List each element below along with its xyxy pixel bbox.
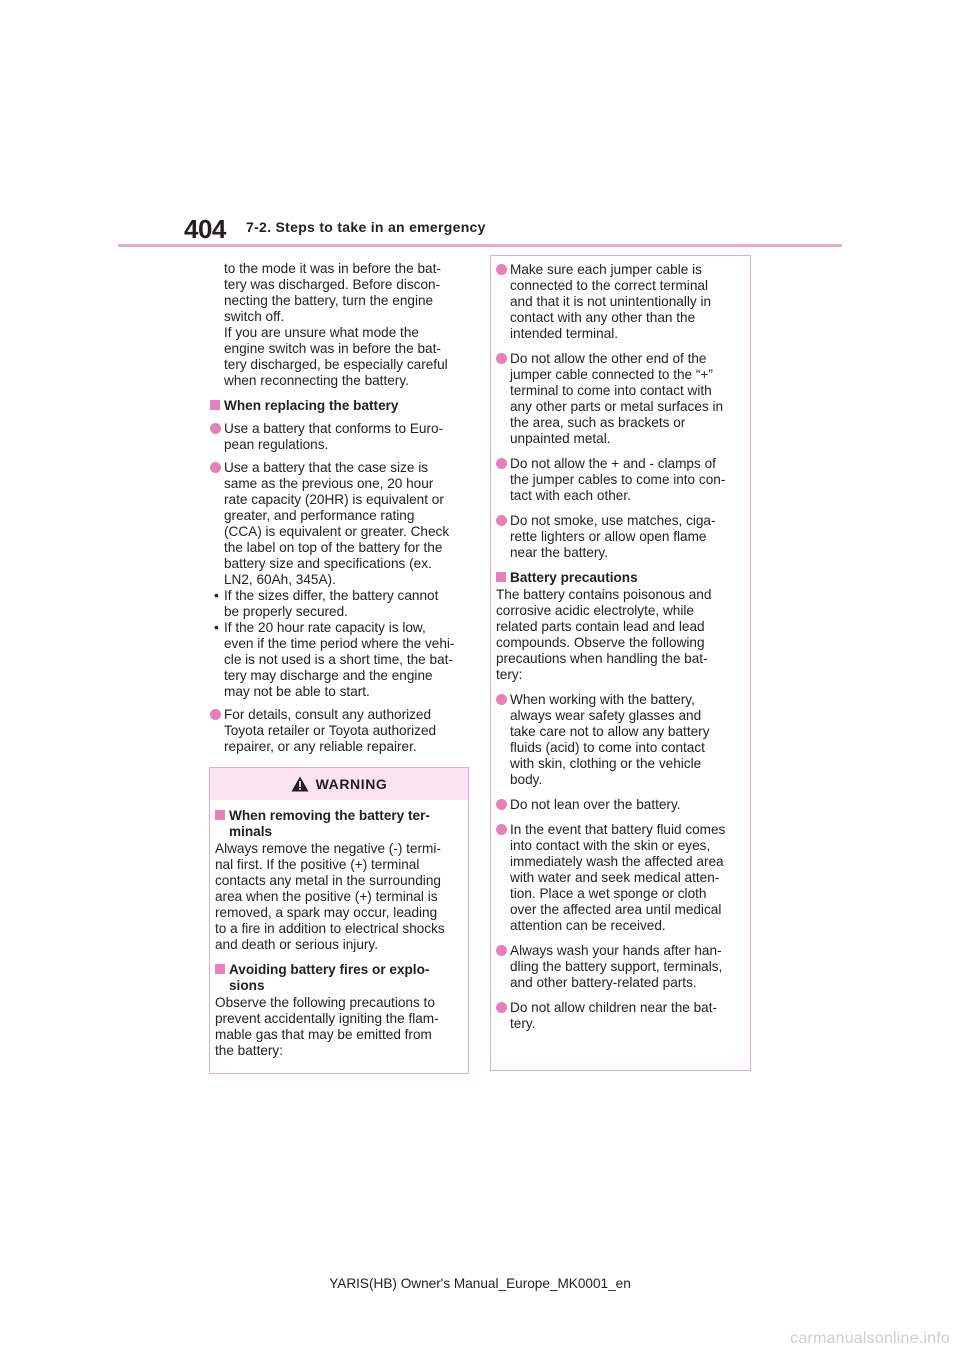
bullet-safety-glasses: When working with the battery, always wear safety glasses and take care not to allow any battery fluids (acid) to come into contact with skin, clothing or the vehicle body.: [496, 692, 750, 788]
bullet-clamps: Do not allow the + and - clamps of the jumper cables to come into con- tact with each other.: [496, 456, 750, 504]
sub-item-capacity: • If the 20 hour rate capacity is low, even if the time period where the vehi- cle is not used is a short time, the bat- tery may discharge and the engine may not be able to start.: [210, 620, 470, 700]
header-rule: [118, 244, 842, 247]
bullet-consult: For details, consult any authorized Toyota retailer or Toyota authorized repairer, or any reliable repairer.: [210, 707, 470, 755]
bullet-other-end: Do not allow the other end of the jumper cable connected to the “+” terminal to come into contact with any other parts or metal surfaces in the area, such as brackets or unpainted metal.: [496, 351, 750, 447]
bullet-case-size: [210, 460, 470, 588]
warning-title: WARNING: [315, 776, 388, 792]
right-column: [496, 262, 750, 1039]
sub-item-sizes: • If the sizes differ, the battery cannot be properly secured.: [210, 588, 470, 620]
precautions-heading: Battery precautions: [496, 570, 750, 586]
fires-text: Observe the following precautions to prevent accidentally igniting the flam- mable gas that may be emitted from the battery:: [215, 995, 439, 1058]
watermark: carmanualsonline.info: [790, 1330, 950, 1347]
bullet-case-size-text: Use a battery that the case size is same as the previous one, 20 hour rate capacity (20HR) is equivalent or greater, and performance rating (CCA) is equivalent or greater. Check the label on top of the battery for the battery size and specifications (ex. LN2, 60Ah, 345A).: [224, 460, 450, 587]
bullet-correct-terminal: Make sure each jumper cable is connected to the correct terminal and that it is not unintentionally in contact with any other than the intended terminal.: [496, 262, 750, 342]
warning-box: [209, 767, 469, 1074]
removing-heading: When removing the battery ter- minals: [215, 808, 463, 840]
replacing-heading: When replacing the battery: [210, 398, 470, 414]
bullet-fluid-contact: In the event that battery fluid comes into contact with the skin or eyes, immediately wash the affected area with water and seek medical atten- tion. Place a wet sponge or cloth over the affected area until medical attention can be received.: [496, 822, 750, 934]
section-title: 7-2. Steps to take in an emergency: [246, 219, 486, 235]
warning-triangle-icon: [291, 776, 309, 792]
fires-heading: Avoiding battery fires or explo- sions: [215, 962, 463, 994]
left-column: [210, 261, 470, 762]
continued-paragraph: to the mode it was in before the bat- tery was discharged. Before discon- necting the battery, turn the engine switch off. If you are unsure what mode the engine switch was in before the bat- tery discharged, be especially careful when reconnecting the battery.: [224, 261, 448, 388]
bullet-lean: Do not lean over the battery.: [496, 797, 750, 813]
warning-body: [210, 800, 468, 1059]
warning-header: [210, 768, 468, 800]
bullet-wash-hands: Always wash your hands after han- dling the battery support, terminals, and other battery-related parts.: [496, 943, 750, 991]
precautions-text: The battery contains poisonous and corrosive acidic electrolyte, while related parts contain lead and lead compounds. Observe the following precautions when handling the bat- tery:: [496, 587, 712, 682]
bullet-children: Do not allow children near the bat- tery.: [496, 1000, 750, 1032]
bullet-conforms: Use a battery that conforms to Euro- pean regulations.: [210, 421, 470, 453]
footer-text: YARIS(HB) Owner's Manual_Europe_MK0001_en: [329, 1276, 631, 1291]
removing-text: Always remove the negative (-) termi- nal first. If the positive (+) terminal contacts any metal in the surrounding area when the positive (+) terminal is removed, a spark may occur, leading to a fire in addition to electrical shocks and death or serious injury.: [215, 841, 445, 952]
page-number: 404: [184, 214, 226, 244]
bullet-no-smoking: Do not smoke, use matches, ciga- rette lighters or allow open flame near the battery.: [496, 513, 750, 561]
